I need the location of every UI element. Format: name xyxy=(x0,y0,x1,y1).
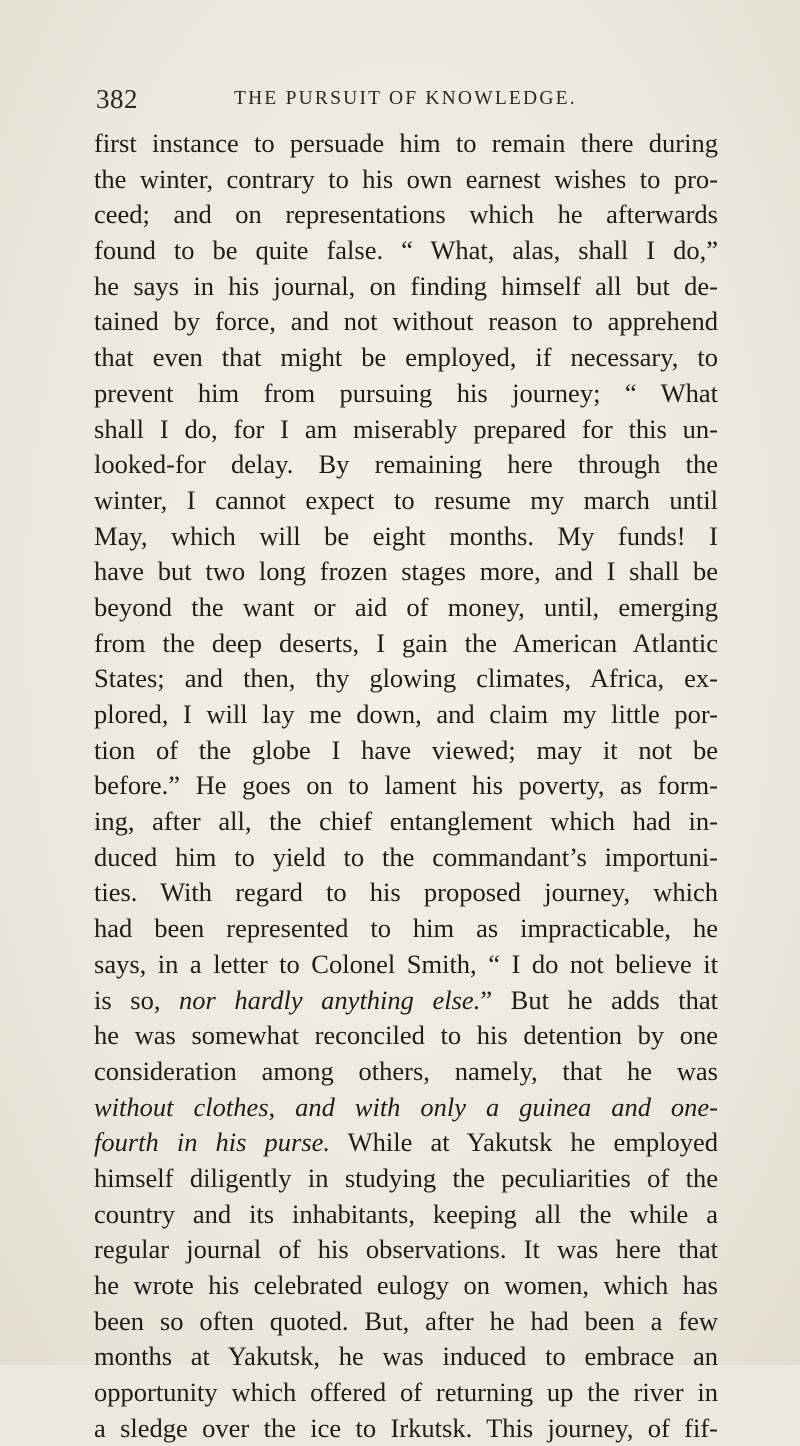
line-text: tion of the globe I have viewed; may it not be xyxy=(94,734,718,765)
text-line xyxy=(94,1054,718,1090)
text-line xyxy=(94,626,718,662)
text-line xyxy=(94,983,718,1019)
text-line xyxy=(94,233,718,269)
line-text: country and its inhabitants, keeping all the while a xyxy=(94,1198,718,1229)
text-line xyxy=(94,197,718,233)
text-line xyxy=(94,875,718,911)
line-text: have but two long frozen stages more, and I shall be xyxy=(94,556,718,587)
text-line xyxy=(94,1232,718,1268)
line-text: had been represented to him as impracticable, he xyxy=(94,913,718,944)
line-text: he says in his journal, on finding himself all but de- xyxy=(94,270,718,301)
running-head xyxy=(96,84,716,114)
running-title: THE PURSUIT OF KNOWLEDGE. xyxy=(234,88,577,109)
line-text: he wrote his celebrated eulogy on women, which has xyxy=(94,1270,718,1300)
text-line xyxy=(94,447,718,483)
text-line xyxy=(94,1375,718,1411)
text-line xyxy=(94,269,718,305)
text-line xyxy=(94,1197,718,1233)
body-text xyxy=(94,126,718,1446)
text-line xyxy=(94,911,718,947)
text-line xyxy=(94,554,718,590)
line-text: found to be quite false. “ What, alas, shall I do,” xyxy=(94,235,718,266)
line-text: opportunity which offered of returning up the river in xyxy=(94,1377,718,1408)
line-text: that even that might be employed, if necessary, to xyxy=(94,342,718,373)
text-line xyxy=(94,1304,718,1340)
line-text: himself diligently in studying the peculiarities of the xyxy=(94,1162,718,1193)
italic-text: fourth in his purse. xyxy=(94,1127,331,1158)
line-text: before.” He goes on to lament his poverty, as form- xyxy=(94,770,718,801)
text-line xyxy=(94,340,718,376)
line-text: ties. With regard to his proposed journey, which xyxy=(94,877,718,908)
line-text: prevent him from pursuing his journey; “ What xyxy=(94,377,718,408)
line-text: beyond the want or aid of money, until, emerging xyxy=(94,591,718,622)
line-text: ing, after all, the chief entanglement which had in- xyxy=(94,806,718,837)
italic-text: nor hardly anything else. xyxy=(179,984,481,1015)
line-text: a sledge over the ice to Irkutsk. This journey, of fif- xyxy=(94,1412,718,1443)
line-text: ceed; and on representations which he afterwards xyxy=(94,199,718,230)
text-line xyxy=(94,1125,718,1161)
line-text: ” But he adds that xyxy=(480,984,719,1015)
text-line xyxy=(94,947,718,983)
line-text: says, in a letter to Colonel Smith, “ I do not believe it xyxy=(94,948,718,979)
line-text: first instance to persuade him to remain there during xyxy=(94,128,718,158)
line-text: the winter, contrary to his own earnest wishes to pro- xyxy=(94,163,718,194)
line-text: consideration among others, namely, that he was xyxy=(94,1055,718,1086)
line-text: duced him to yield to the commandant’s importuni- xyxy=(94,841,718,872)
text-line xyxy=(94,483,718,519)
text-line xyxy=(94,412,718,448)
line-text: shall I do, for I am miserably prepared for this un- xyxy=(94,413,718,444)
line-text: May, which will be eight months. My funds! I xyxy=(94,520,718,551)
text-line xyxy=(94,1018,718,1054)
line-text: looked-for delay. By remaining here through the xyxy=(94,449,718,480)
text-line xyxy=(94,590,718,626)
line-text: is so, xyxy=(94,984,180,1015)
text-line xyxy=(94,126,718,162)
line-text: winter, I cannot expect to resume my march until xyxy=(94,484,718,515)
line-text: While at Yakutsk he employed xyxy=(330,1127,718,1158)
text-line xyxy=(94,162,718,198)
text-line xyxy=(94,304,718,340)
text-line xyxy=(94,1339,718,1375)
text-line xyxy=(94,768,718,804)
text-line xyxy=(94,697,718,733)
text-line xyxy=(94,1161,718,1197)
line-text: from the deep deserts, I gain the American Atlantic xyxy=(94,627,718,658)
text-line xyxy=(94,1411,718,1446)
text-line xyxy=(94,804,718,840)
text-line xyxy=(94,1268,718,1304)
text-line xyxy=(94,840,718,876)
text-line xyxy=(94,733,718,769)
line-text: regular journal of his observations. It was here that xyxy=(94,1234,718,1265)
italic-text: without clothes, and with only a guinea and one- xyxy=(94,1091,718,1122)
text-line xyxy=(94,661,718,697)
text-line xyxy=(94,519,718,555)
line-text: been so often quoted. But, after he had been a few xyxy=(94,1305,718,1336)
line-text: plored, I will lay me down, and claim my little por- xyxy=(94,699,718,729)
line-text: States; and then, thy glowing climates, Africa, ex- xyxy=(94,663,718,694)
line-text: he was somewhat reconciled to his detention by one xyxy=(94,1020,718,1051)
page-number: 382 xyxy=(96,84,138,114)
line-text: months at Yakutsk, he was induced to embrace an xyxy=(94,1341,718,1372)
text-line xyxy=(94,376,718,412)
text-line xyxy=(94,1090,718,1126)
line-text: tained by force, and not without reason to apprehend xyxy=(94,306,718,337)
